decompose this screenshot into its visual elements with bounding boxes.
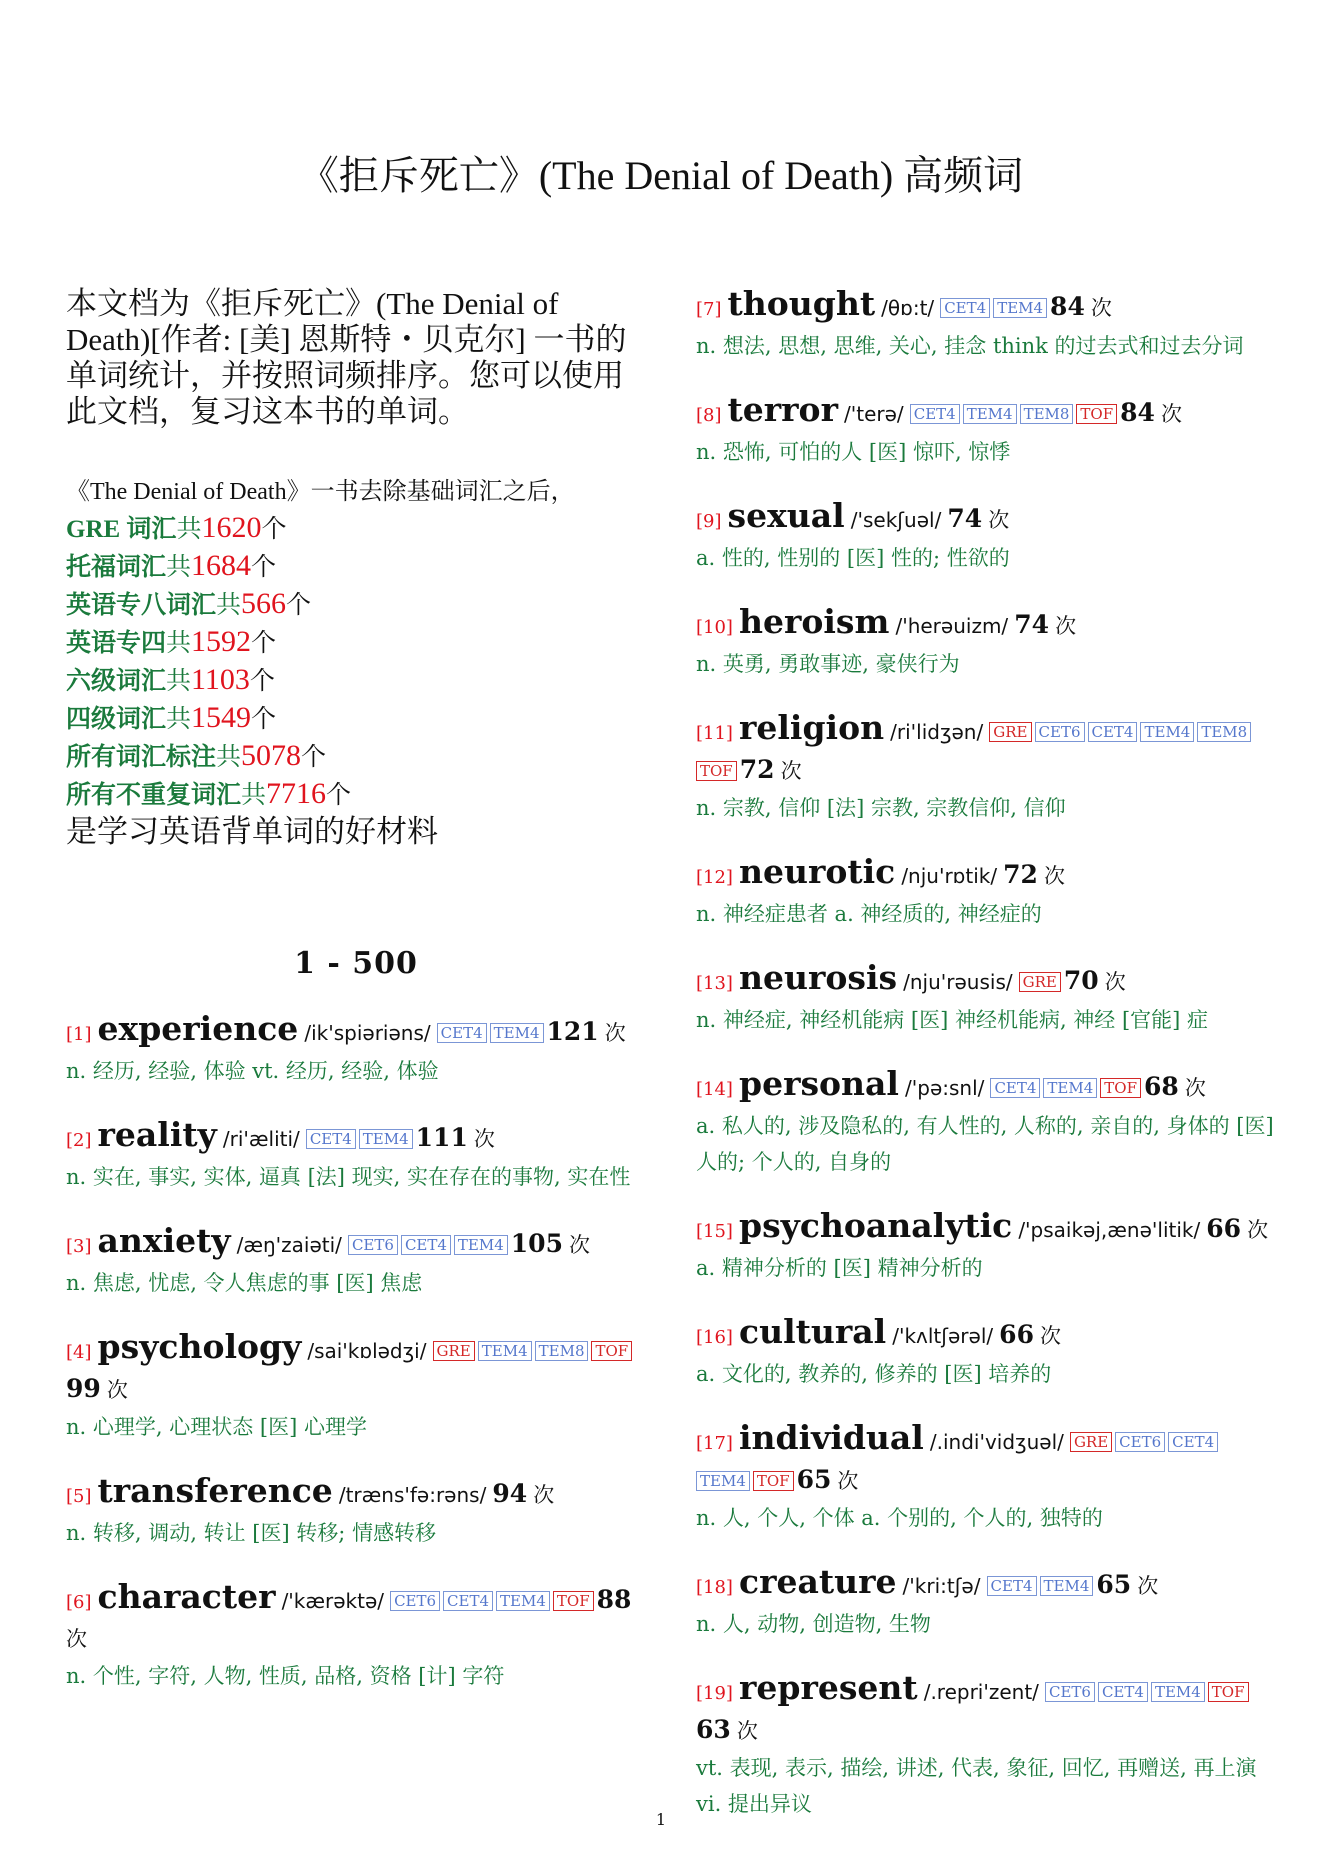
- entry-rank: [5]: [66, 1486, 92, 1507]
- exam-tag: TOF: [1208, 1682, 1249, 1702]
- stat-row: [66, 662, 646, 700]
- entry-word: cultural: [739, 1312, 887, 1351]
- exam-tag: TOF: [591, 1341, 632, 1361]
- entry-definition: a. 私人的, 涉及隐私的, 有人性的, 人称的, 亲自的, 身体的 [医] 人的; 个人的, 自身的: [696, 1114, 1274, 1174]
- entry-word: personal: [739, 1064, 899, 1103]
- stat-label: 六级词汇: [66, 668, 167, 695]
- left-column: [66, 286, 646, 1694]
- stat-mid: 共: [176, 516, 202, 543]
- exam-tag: TEM8: [1197, 722, 1251, 742]
- exam-tag: CET4: [443, 1591, 493, 1611]
- entry-phonetic: /θɒ:t/: [881, 296, 935, 320]
- stat-unit: 个: [326, 782, 352, 809]
- entry-head: [66, 1117, 646, 1159]
- word-entry: [696, 286, 1276, 364]
- stat-row: [66, 624, 646, 662]
- entry-word: terror: [727, 390, 838, 429]
- word-entry: [696, 960, 1276, 1038]
- entry-count: 65: [796, 1465, 832, 1494]
- stat-mid: 共: [166, 706, 192, 733]
- stat-count: 7716: [266, 777, 327, 810]
- entry-word: neurotic: [739, 852, 896, 891]
- stat-unit: 个: [251, 706, 277, 733]
- entry-phonetic: /.repri'zent/: [923, 1680, 1039, 1704]
- summary-tail: 是学习英语背单词的好材料: [66, 814, 438, 849]
- entry-definition: n. 恐怖, 可怕的人 [医] 惊吓, 惊悸: [696, 440, 1011, 464]
- entry-count-unit: 次: [66, 1627, 87, 1651]
- entry-rank: [8]: [696, 405, 722, 426]
- entry-definition: a. 文化的, 教养的, 修养的 [医] 培养的: [696, 1362, 1052, 1386]
- stat-unit: 个: [251, 630, 277, 657]
- entry-word: individual: [739, 1418, 924, 1457]
- entry-phonetic: /sai'kɒlədʒi/: [307, 1339, 427, 1363]
- entry-word: heroism: [739, 602, 890, 641]
- entry-definition: a. 精神分析的 [医] 精神分析的: [696, 1256, 983, 1280]
- stats-list: [66, 510, 646, 814]
- stat-unit: 个: [301, 744, 327, 771]
- entry-head: [696, 1670, 1276, 1750]
- exam-tag: TEM4: [1043, 1078, 1097, 1098]
- exam-tag: TEM4: [1040, 1576, 1094, 1596]
- entry-head: [66, 1011, 646, 1053]
- entry-count: 66: [1206, 1214, 1242, 1243]
- exam-tag: CET4: [401, 1235, 451, 1255]
- stat-label: 所有词汇标注: [66, 744, 217, 771]
- exam-tag: TEM4: [993, 298, 1047, 318]
- left-entry-list: [66, 1011, 646, 1694]
- stat-unit: 个: [286, 592, 312, 619]
- entry-head: [696, 1420, 1276, 1500]
- entry-count: 70: [1063, 966, 1099, 995]
- entry-count-unit: 次: [736, 1719, 758, 1743]
- exam-tag: TEM4: [1140, 722, 1194, 742]
- stat-count: 566: [241, 587, 287, 620]
- entry-count: 121: [546, 1017, 599, 1046]
- exam-tag: TOF: [696, 761, 737, 781]
- entry-count: 68: [1144, 1072, 1179, 1101]
- entry-word: psychology: [97, 1327, 302, 1366]
- entry-head: [66, 1579, 646, 1658]
- exam-tag: TEM4: [963, 404, 1017, 424]
- word-entry: [696, 392, 1276, 470]
- exam-tag: TEM4: [1151, 1682, 1205, 1702]
- entry-word: character: [97, 1577, 276, 1616]
- page-number: 1: [655, 1810, 667, 1829]
- exam-tag: CET4: [1168, 1432, 1218, 1452]
- exam-tag: TOF: [1100, 1078, 1141, 1098]
- entry-rank: [10]: [696, 617, 733, 638]
- entry-definition: n. 转移, 调动, 转让 [医] 转移; 情感转移: [66, 1521, 437, 1545]
- entry-definition: n. 神经症, 神经机能病 [医] 神经机能病, 神经 [官能] 症: [696, 1008, 1209, 1032]
- right-column: [696, 286, 1276, 1822]
- word-entry: [696, 498, 1276, 576]
- entry-word: sexual: [727, 496, 845, 535]
- word-entry: [66, 1011, 646, 1089]
- stat-count: 1592: [191, 625, 252, 658]
- entry-phonetic: /nju'rɒtik/: [901, 864, 998, 888]
- exam-tag: TOF: [1076, 404, 1117, 424]
- stat-label: GRE 词汇: [66, 516, 177, 543]
- exam-tag: CET6: [1035, 722, 1085, 742]
- entry-count-unit: 次: [569, 1233, 591, 1257]
- exam-tag: TEM8: [1020, 404, 1074, 424]
- exam-tag: TEM4: [478, 1341, 532, 1361]
- exam-tag: TEM4: [454, 1235, 508, 1255]
- stat-unit: 个: [251, 554, 277, 581]
- entry-head: [696, 498, 1276, 540]
- entry-rank: [14]: [696, 1079, 733, 1100]
- entry-rank: [3]: [66, 1236, 92, 1257]
- word-entry: [66, 1473, 646, 1551]
- entry-rank: [16]: [696, 1327, 733, 1348]
- exam-tag: TEM4: [496, 1591, 550, 1611]
- entry-phonetic: /'pə:snl/: [905, 1076, 985, 1100]
- entry-definition: n. 心理学, 心理状态 [医] 心理学: [66, 1415, 367, 1439]
- entry-phonetic: /'herəuizm/: [895, 614, 1009, 638]
- entry-count-unit: 次: [473, 1127, 495, 1151]
- entry-count: 105: [510, 1229, 563, 1258]
- section-heading: 1 - 500: [294, 946, 418, 981]
- entry-count-unit: 次: [780, 759, 802, 783]
- entry-definition: n. 经历, 经验, 体验 vt. 经历, 经验, 体验: [66, 1059, 439, 1083]
- entry-rank: [15]: [696, 1221, 733, 1242]
- exam-tag: CET4: [1088, 722, 1138, 742]
- entry-phonetic: /'kʌltʃərəl/: [892, 1324, 994, 1348]
- stat-unit: 个: [249, 668, 275, 695]
- entry-rank: [1]: [66, 1024, 92, 1045]
- entry-count: 84: [1050, 292, 1085, 321]
- entry-word: thought: [727, 284, 876, 323]
- entry-head: [66, 1329, 646, 1409]
- entry-rank: [13]: [696, 973, 733, 994]
- entry-phonetic: /'sekʃuəl/: [850, 508, 942, 532]
- stat-row: [66, 700, 646, 738]
- stat-count: 1103: [191, 663, 250, 696]
- entry-head: [696, 1314, 1276, 1356]
- entry-word: experience: [97, 1009, 299, 1048]
- entry-definition: n. 实在, 事实, 实体, 逼真 [法] 现实, 实在存在的事物, 实在性: [66, 1165, 631, 1189]
- word-entry: [696, 1420, 1276, 1536]
- entry-head: [696, 392, 1276, 434]
- word-entry: [696, 1066, 1276, 1180]
- entry-head: [696, 1066, 1276, 1108]
- stat-row: [66, 586, 646, 624]
- entry-phonetic: /æŋ'zaiəti/: [236, 1233, 342, 1257]
- entry-definition: n. 焦虑, 忧虑, 令人焦虑的事 [医] 焦虑: [66, 1271, 423, 1295]
- stat-label: 英语专八词汇: [66, 592, 217, 619]
- stat-unit: 个: [261, 516, 287, 543]
- entry-phonetic: /'kærəktə/: [281, 1589, 385, 1613]
- entry-head: [696, 960, 1276, 1002]
- stat-label: 托福词汇: [66, 554, 167, 581]
- entry-count-unit: 次: [533, 1483, 555, 1507]
- exam-tag: CET6: [348, 1235, 398, 1255]
- entry-word: religion: [739, 708, 885, 747]
- entry-phonetic: /ri'æliti/: [222, 1127, 300, 1151]
- stat-label: 所有不重复词汇: [66, 782, 242, 809]
- exam-tag: CET4: [940, 298, 990, 318]
- intro-paragraph: 本文档为《拒斥死亡》(The Denial of Death)[作者: [美] 恩斯特・贝克尔] 一书的单词统计，并按照词频排序。您可以使用此文档，复习这本书的单词。: [66, 286, 627, 429]
- entry-rank: [9]: [696, 511, 722, 532]
- exam-tag: GRE: [433, 1341, 475, 1361]
- entry-count-unit: 次: [1104, 970, 1126, 994]
- entry-phonetic: /ik'spiəriəns/: [304, 1021, 431, 1045]
- entry-head: [696, 854, 1276, 896]
- exam-tag: GRE: [989, 722, 1031, 742]
- exam-tag: CET4: [910, 404, 960, 424]
- entry-phonetic: /.indi'vidʒuəl/: [929, 1430, 1064, 1454]
- entry-count: 88: [596, 1585, 632, 1614]
- entry-count: 94: [492, 1479, 528, 1508]
- entry-phonetic: /træns'fə:rəns/: [338, 1483, 487, 1507]
- entry-head: [696, 286, 1276, 328]
- word-entry: [696, 1670, 1276, 1822]
- stat-row: [66, 548, 646, 586]
- entry-definition: n. 人, 个人, 个体 a. 个别的, 个人的, 独特的: [696, 1506, 1103, 1530]
- entry-count-unit: 次: [1090, 296, 1112, 320]
- word-entry: [66, 1329, 646, 1445]
- entry-count: 72: [1003, 860, 1038, 889]
- entry-rank: [6]: [66, 1592, 92, 1613]
- exam-tag: CET4: [987, 1576, 1037, 1596]
- entry-rank: [11]: [696, 723, 733, 744]
- entry-count: 65: [1096, 1570, 1132, 1599]
- entry-count: 72: [739, 755, 775, 784]
- entry-definition: vt. 表现, 表示, 描绘, 讲述, 代表, 象征, 回忆, 再赠送, 再上演 vi. 提出异议: [696, 1756, 1257, 1816]
- entry-head: [696, 604, 1276, 646]
- entry-definition: n. 个性, 字符, 人物, 性质, 品格, 资格 [计] 字符: [66, 1664, 505, 1688]
- entry-rank: [18]: [696, 1577, 733, 1598]
- exam-tag: CET6: [390, 1591, 440, 1611]
- word-entry: [696, 1208, 1276, 1286]
- entry-count: 111: [415, 1123, 468, 1152]
- entry-phonetic: /nju'rəusis/: [903, 970, 1013, 994]
- stat-mid: 共: [166, 668, 192, 695]
- entry-definition: n. 想法, 思想, 思维, 关心, 挂念 think 的过去式和过去分词: [696, 334, 1244, 358]
- word-entry: [696, 710, 1276, 826]
- entry-head: [696, 1208, 1276, 1250]
- entry-head: [66, 1473, 646, 1515]
- entry-count-unit: 次: [604, 1021, 626, 1045]
- entry-word: creature: [739, 1562, 897, 1601]
- entry-definition: n. 神经症患者 a. 神经质的, 神经症的: [696, 902, 1042, 926]
- exam-tag: TOF: [553, 1591, 594, 1611]
- exam-tag: TEM8: [535, 1341, 589, 1361]
- exam-tag: CET4: [437, 1023, 487, 1043]
- entry-word: transference: [97, 1471, 333, 1510]
- word-entry: [66, 1117, 646, 1195]
- stat-row: [66, 510, 646, 548]
- entry-word: represent: [739, 1668, 918, 1707]
- exam-tag: TEM4: [696, 1471, 750, 1491]
- entry-phonetic: /'kri:tʃə/: [902, 1574, 981, 1598]
- entry-count: 74: [947, 504, 983, 533]
- entry-count-unit: 次: [1137, 1574, 1159, 1598]
- entry-word: psychoanalytic: [739, 1206, 1013, 1245]
- entry-count-unit: 次: [1247, 1218, 1269, 1242]
- exam-tag: CET4: [1098, 1682, 1148, 1702]
- entry-phonetic: /'psaikəj,ænə'litik/: [1018, 1218, 1201, 1242]
- word-entry: [696, 854, 1276, 932]
- entry-definition: n. 人, 动物, 创造物, 生物: [696, 1612, 931, 1636]
- exam-tag: CET4: [306, 1129, 356, 1149]
- stat-count: 1549: [191, 701, 252, 734]
- stat-mid: 共: [166, 554, 192, 581]
- entry-head: [696, 710, 1276, 790]
- entry-head: [696, 1564, 1276, 1606]
- entry-phonetic: /ri'lidʒən/: [890, 720, 984, 744]
- stat-count: 1684: [191, 549, 252, 582]
- entry-count-unit: 次: [1055, 614, 1077, 638]
- entry-head: [66, 1223, 646, 1265]
- exam-tag: TOF: [753, 1471, 794, 1491]
- word-entry: [66, 1579, 646, 1694]
- entry-word: neurosis: [739, 958, 898, 997]
- stat-count: 5078: [241, 739, 302, 772]
- entry-rank: [17]: [696, 1433, 733, 1454]
- entry-count: 84: [1120, 398, 1155, 427]
- entry-count: 74: [1014, 610, 1050, 639]
- entry-count: 63: [696, 1715, 731, 1744]
- word-entry: [696, 1314, 1276, 1392]
- exam-tag: CET6: [1115, 1432, 1165, 1452]
- entry-definition: a. 性的, 性别的 [医] 性的; 性欲的: [696, 546, 1010, 570]
- entry-phonetic: /'terə/: [844, 402, 904, 426]
- entry-rank: [2]: [66, 1130, 92, 1151]
- entry-rank: [4]: [66, 1342, 92, 1363]
- entry-rank: [19]: [696, 1683, 733, 1704]
- exam-tag: GRE: [1019, 972, 1061, 992]
- entry-rank: [12]: [696, 867, 733, 888]
- entry-count-unit: 次: [1040, 1324, 1062, 1348]
- entry-rank: [7]: [696, 299, 722, 320]
- stat-label: 四级词汇: [66, 706, 167, 733]
- exam-tag: CET6: [1045, 1682, 1095, 1702]
- stat-row: [66, 738, 646, 776]
- vocab-summary: [66, 474, 646, 850]
- entry-count-unit: 次: [988, 508, 1010, 532]
- entry-count-unit: 次: [1184, 1076, 1206, 1100]
- stat-mid: 共: [241, 782, 267, 809]
- entry-count: 66: [999, 1320, 1034, 1349]
- exam-tag: GRE: [1070, 1432, 1112, 1452]
- stat-mid: 共: [216, 744, 242, 771]
- entry-word: anxiety: [97, 1221, 231, 1260]
- entry-count-unit: 次: [837, 1469, 859, 1493]
- word-entry: [696, 604, 1276, 682]
- stat-mid: 共: [166, 630, 192, 657]
- word-entry: [66, 1223, 646, 1301]
- exam-tag: TEM4: [359, 1129, 413, 1149]
- page-title: 《拒斥死亡》(The Denial of Death) 高频词: [298, 153, 1024, 198]
- entry-definition: n. 英勇, 勇敢事迹, 豪侠行为: [696, 652, 960, 676]
- right-entry-list: [696, 286, 1276, 1822]
- entry-count-unit: 次: [106, 1378, 128, 1402]
- entry-count-unit: 次: [1160, 402, 1182, 426]
- word-entry: [696, 1564, 1276, 1642]
- entry-definition: n. 宗教, 信仰 [法] 宗教, 宗教信仰, 信仰: [696, 796, 1066, 820]
- stat-count: 1620: [201, 511, 262, 544]
- entry-count: 99: [66, 1374, 101, 1403]
- exam-tag: CET4: [990, 1078, 1040, 1098]
- stat-mid: 共: [216, 592, 242, 619]
- entry-count-unit: 次: [1043, 864, 1065, 888]
- stat-label: 英语专四: [66, 630, 167, 657]
- summary-lead: 《The Denial of Death》一书去除基础词汇之后，: [66, 479, 575, 505]
- exam-tag: TEM4: [490, 1023, 544, 1043]
- stat-row: [66, 776, 646, 814]
- entry-word: reality: [97, 1115, 217, 1154]
